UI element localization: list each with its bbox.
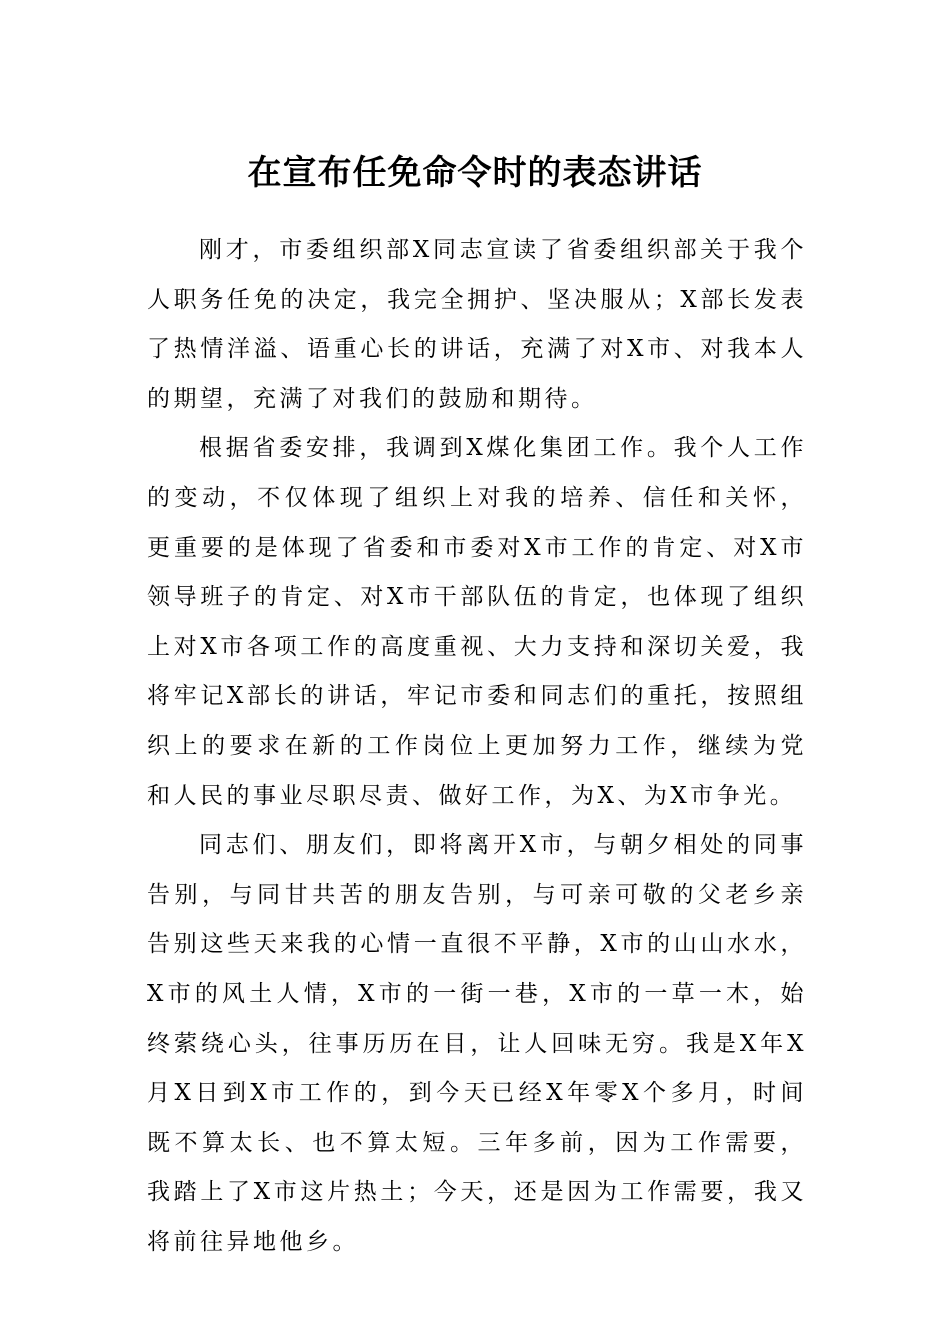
document-body	[147, 226, 807, 1267]
document-title: 在宣布任免命令时的表态讲话	[247, 153, 703, 193]
paragraph-3: 同志们、朋友们，即将离开X市，与朝夕相处的同事告别，与同甘共苦的朋友告别，与可亲可敬的父老乡亲告别这些天来我的心情一直很不平静，X市的山山水水，X市的风土人情，X市的一街一巷，X市的一草一木，始终萦绕心头，往事历历在目，让人回味无穷。我是X年X月X日到X市工作的，到今天已经X年零X个多月，时间既不算太长、也不算太短。三年多前，因为工作需要，我踏上了X市这片热土；今天，还是因为工作需要，我又将前往异地他乡。	[147, 832, 807, 1255]
paragraph-2: 根据省委安排，我调到X煤化集团工作。我个人工作的变动，不仅体现了组织上对我的培养、信任和关怀，更重要的是体现了省委和市委对X市工作的肯定、对X市领导班子的肯定、对X市干部队伍的肯定，也体现了组织上对X市各项工作的高度重视、大力支持和深切关爱，我将牢记X部长的讲话，牢记市委和同志们的重托，按照组织上的要求在新的工作岗位上更加努力工作，继续为党和人民的事业尽职尽责、做好工作，为X、为X市争光。	[147, 435, 807, 809]
paragraph-1: 刚才，市委组织部X同志宣读了省委组织部关于我个人职务任免的决定，我完全拥护、坚决服从；X部长发表了热情洋溢、语重心长的讲话，充满了对X市、对我本人的期望，充满了对我们的鼓励和期待。	[147, 237, 807, 412]
